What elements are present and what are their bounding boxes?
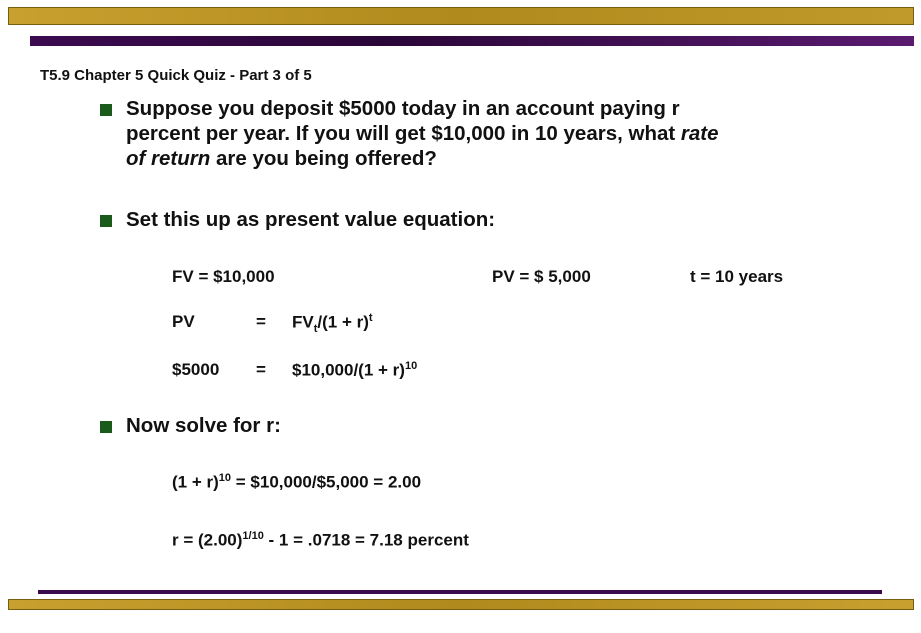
given-t: t = 10 years: [690, 267, 784, 286]
bullet-square-icon: [100, 421, 112, 433]
eq1-rhs-sup: t: [368, 312, 373, 324]
question-line-2: [126, 121, 719, 146]
solve-line-2: [172, 530, 469, 551]
eq2-equals: =: [256, 360, 266, 379]
bullet-square-icon: [100, 215, 112, 227]
question-line-2-italic: rate: [680, 122, 719, 145]
question-line-2-text: percent per year. If you will get $10,000 in 10 years, what: [126, 122, 681, 145]
eq2-rhs-sup: 10: [404, 360, 418, 372]
solve2-sup: 1/10: [242, 530, 264, 542]
eq1-rhs-pre: FV: [292, 312, 314, 332]
bottom-gold-bar: [8, 599, 914, 610]
top-purple-bar: [30, 36, 914, 46]
solve1-sup: 10: [218, 472, 232, 484]
bottom-rule: [38, 590, 882, 594]
eq2-rhs-pre: $10,000/(1 + r): [292, 360, 405, 380]
setup-text: Set this up as present value equation:: [126, 208, 496, 231]
solve-heading: Now solve for r:: [126, 414, 281, 437]
solve2-pre: r = (2.00): [172, 530, 243, 550]
solve2-post: - 1 = .0718 = 7.18 percent: [263, 530, 469, 550]
eq2-rhs: [292, 360, 417, 381]
eq1-rhs-mid: /(1 + r): [317, 312, 369, 332]
question-line-3: [126, 146, 719, 171]
solve1-post: = $10,000/$5,000 = 2.00: [231, 472, 422, 492]
slide-title: T5.9 Chapter 5 Quick Quiz - Part 3 of 5: [40, 67, 312, 84]
question-line-3-italic: of return: [126, 147, 211, 170]
eq1-lhs: PV: [172, 312, 195, 331]
eq1-rhs: [292, 312, 373, 335]
solve1-pre: (1 + r): [172, 472, 219, 492]
eq1-equals: =: [256, 312, 266, 331]
solve-line-1: [172, 472, 421, 493]
question-line-1: Suppose you deposit $5000 today in an account paying r: [126, 97, 680, 120]
bullet-square-icon: [100, 104, 112, 116]
given-fv: FV = $10,000: [172, 267, 275, 286]
top-gold-bar: [8, 7, 914, 25]
eq2-lhs: $5000: [172, 360, 220, 379]
given-pv: PV = $ 5,000: [492, 267, 591, 286]
question-line-3-text: are you being offered?: [210, 147, 437, 170]
question-text: [126, 96, 719, 171]
eq1-rhs-sub: t: [313, 323, 318, 336]
